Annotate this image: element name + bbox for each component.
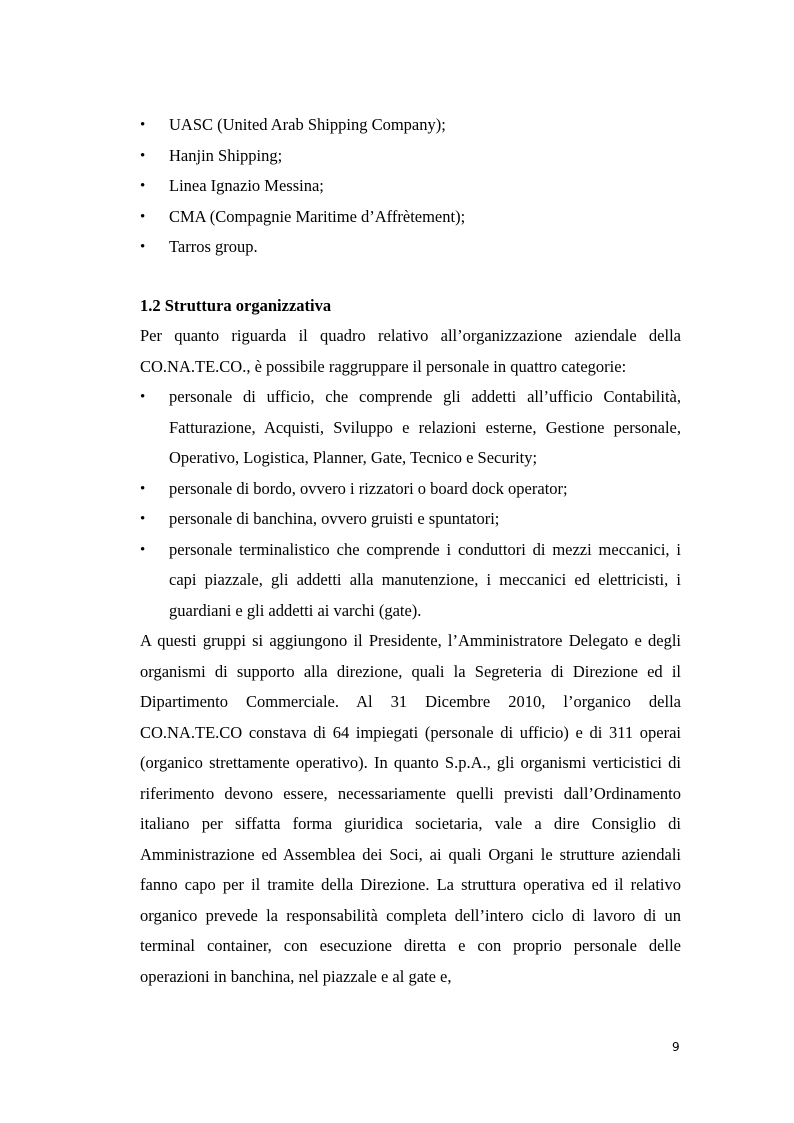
list-item: • personale di banchina, ovvero gruisti e spuntatori; (140, 504, 681, 535)
list-item: • personale terminalistico che comprende i conduttori di mezzi meccanici, i capi piazzale, gli addetti alla manutenzione, i meccanici ed elettricisti, i guardiani e gli addetti ai varchi (gate). (140, 535, 681, 627)
list-item: • UASC (United Arab Shipping Company); (140, 110, 681, 141)
shipping-company-list (140, 110, 681, 263)
intro-paragraph: Per quanto riguarda il quadro relativo all’organizzazione aziendale della CO.NA.TE.CO., è possibile raggruppare il personale in quattro categorie: (140, 326, 681, 376)
list-item: • Tarros group. (140, 232, 681, 263)
list-item: • personale di ufficio, che comprende gli addetti all’ufficio Contabilità, Fatturazione, Acquisti, Sviluppo e relazioni esterne, Gestione personale, Operativo, Logistica, Planner, Gate, Tecnico e Security; (140, 382, 681, 474)
list-item: • Hanjin Shipping; (140, 141, 681, 172)
section-heading: 1.2 Struttura organizzativa (140, 295, 332, 315)
list-item: • personale di bordo, ovvero i rizzatori o board dock operator; (140, 474, 681, 505)
body-paragraph: A questi gruppi si aggiungono il Presidente, l’Amministratore Delegato e degli organismi di supporto alla direzione, quali la Segreteria di Direzione ed il Dipartimento Commerciale. Al 31 Dicembre 2010, l’organico della CO.NA.TE.CO constava di 64 impiegati (personale di ufficio) e di 311 operai (organico strettamente operativo). In quanto S.p.A., gli organismi verticistici di riferimento devono essere, necessariamente quelli previsti dall’Ordinamento italiano per siffatta forma giuridica societaria, vale a dire Consiglio di Amministrazione ed Assemblea dei Soci, ai quali Organi le strutture aziendali fanno capo per il tramite della Direzione. La struttura operativa ed il relativo organico prevede la responsabilità completa dell’intero ciclo di lavoro di un terminal container, con esecuzione diretta e con proprio personale delle operazioni in banchina, nel piazzale e al gate e, (140, 631, 681, 986)
personnel-category-list (140, 382, 681, 626)
page-content (140, 110, 681, 992)
list-item: • Linea Ignazio Messina; (140, 171, 681, 202)
list-item: • CMA (Compagnie Maritime d’Affrètement); (140, 202, 681, 233)
page-number: 9 (672, 1040, 680, 1054)
